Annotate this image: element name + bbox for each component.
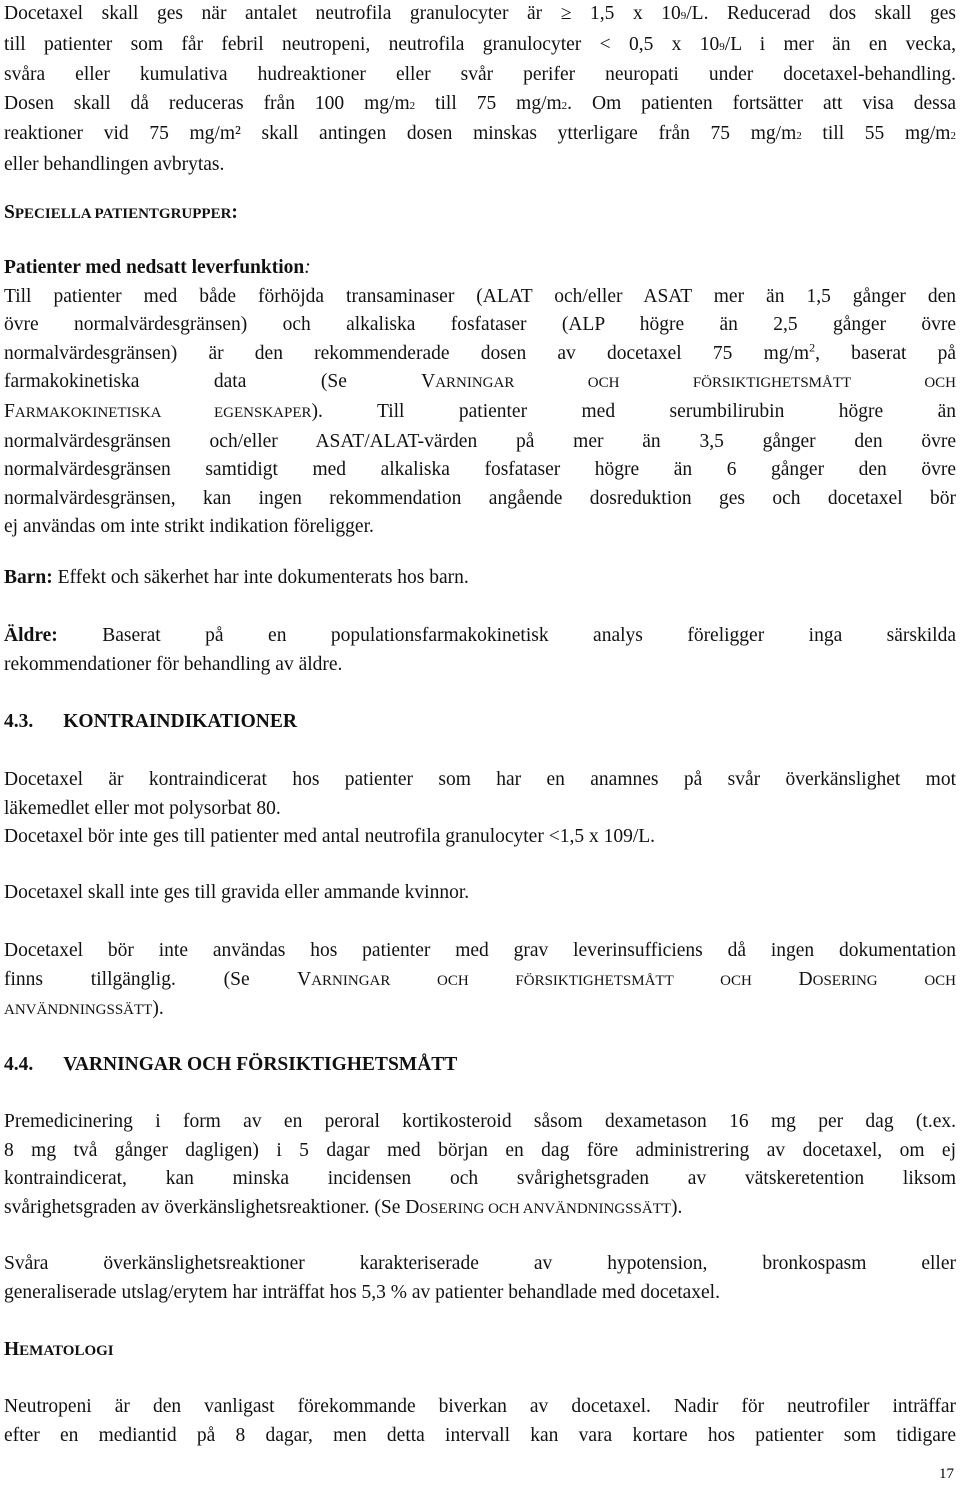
elderly-label: Äldre: [4,625,58,646]
text-line: Svåra överkänslighetsreaktioner karakteriserade av hypotension, bronkospasm eller [4,1253,956,1274]
hematology-paragraph [4,1393,956,1450]
section-4-3-heading: 4.3. KONTRAINDIKATIONER [4,711,297,732]
text-line: normalvärdesgränsen) är den rekommenderade dosen av docetaxel 75 $mg/m^2$, baserat på [4,340,956,364]
text-line: normalvärdesgränsen och/eller ASAT/ALAT-värden på mer än 3,5 gånger den övre [4,430,956,452]
text-line: Till patienter med både förhöjda transaminaser (ALAT och/eller ASAT mer än 1,5 gånger den [4,285,956,307]
text-line: reaktioner vid 75 mg/m² skall antingen dosen minskas ytterligare från 75 mg/m2 till 55 mg/m2 [4,123,956,145]
text-line: till patienter som får febril neutropeni, neutrofila granulocyter < 0,5 x 109/L i mer än en vecka, [4,33,956,55]
text-line: farmakokinetiska data (Se VARNINGAR OCH FÖRSIKTIGHETSMÅTT OCH [4,371,956,393]
liver-heading: Patienter med nedsatt leverfunktion: [4,257,311,278]
text-line: svåra eller kumulativa hudreaktioner eller svår perifer neuropati under docetaxel-behandling. [4,64,956,86]
contraindications-paragraph-1 [4,766,956,852]
text-line: eller behandlingen avbrytas. [4,153,225,175]
children-label: Barn: [4,567,53,588]
text-line: ej användas om inte strikt indikation föreligger. [4,516,374,538]
premedication-paragraph [4,1108,956,1223]
greater-equal-symbol: ≥ [560,3,572,24]
text-line: kontraindicerat, kan minska incidensen och svårighetsgraden av vätskeretention liksom [4,1168,956,1190]
text-line: rekommendationer för behandling av äldre. [4,653,343,675]
text-line: Dosen skall då reduceras från 100 mg/m2 till 75 mg/m2. Om patienten fortsätter att visa dessa [4,92,956,114]
text-line: Docetaxel skall ges när antalet neutrofila granulocyter är ≥ 1,5 x 109/L. Reducerad dos skall ges [4,3,957,24]
children-paragraph: Barn: Effekt och säkerhet har inte dokumenterats hos barn. [4,567,469,588]
contraindications-paragraph-3 [4,937,956,1025]
text-line: finns tillgänglig. (Se VARNINGAR OCH FÖRSIKTIGHETSMÅTT OCH DOSERING OCH [4,968,956,990]
text-line: svårighetsgraden av överkänslighetsreaktioner. (Se DOSERING OCH ANVÄNDNINGSSÄTT). [4,1196,683,1218]
dose-reduction-paragraph [4,0,956,180]
contraindications-paragraph-2 [4,879,956,908]
text-line: övre normalvärdesgränsen) och alkaliska fosfataser (ALP högre än 2,5 gånger övre [4,314,956,336]
text-line: Docetaxel bör inte ges till patienter med antal neutrofila granulocyter <1,5 x 109/L. [4,826,656,848]
text-line: Docetaxel skall inte ges till gravida eller ammande kvinnor. [4,882,470,903]
text-line: Neutropeni är den vanligast förekommande biverkan av docetaxel. Nadir för neutrofiler inträffar [4,1396,956,1417]
text-line: normalvärdesgränsen, kan ingen rekommendation angående dosreduktion ges och docetaxel bör [4,487,956,509]
text-line: generaliserade utslag/erytem har inträffat hos 5,3 % av patienter behandlade med docetaxel. [4,1281,720,1303]
elderly-paragraph: Äldre: Baserat på en populationsfarmakokinetisk analys föreligger inga särskilda rekommendationer för behandling av äldre. [4,622,956,679]
text-line: normalvärdesgränsen samtidigt med alkaliska fosfataser högre än 6 gånger den övre [4,459,956,481]
text-line: 8 mg två gånger dagligen) i 5 dagar med början en dag före administrering av docetaxel, om ej [4,1139,956,1161]
hematology-heading: HEMATOLOGI [4,1339,114,1360]
text-line: ANVÄNDNINGSSÄTT). [4,998,164,1020]
liver-impairment-section [4,254,956,542]
text-line: Docetaxel är kontraindicerat hos patienter som har en anamnes på svår överkänslighet mot [4,769,956,790]
hypersensitivity-paragraph [4,1250,956,1307]
text-line: Docetaxel bör inte användas hos patienter med grav leverinsufficiens då ingen dokumentation [4,940,956,961]
special-groups-heading: SPECIELLA PATIENTGRUPPER: [4,202,238,223]
page-number: 17 [939,1466,954,1482]
text-line: FARMAKOKINETISKA EGENSKAPER). Till patienter med serumbilirubin högre än [4,400,957,422]
text-line: läkemedlet eller mot polysorbat 80. [4,797,281,819]
section-4-4-heading: 4.4. VARNINGAR OCH FÖRSIKTIGHETSMÅTT [4,1054,458,1075]
text-line: efter en mediantid på 8 dagar, men detta intervall kan vara kortare hos patienter som tidigare [4,1424,956,1446]
text-line: Premedicinering i form av en peroral kortikosteroid såsom dexametason 16 mg per dag (t.ex. [4,1111,956,1132]
